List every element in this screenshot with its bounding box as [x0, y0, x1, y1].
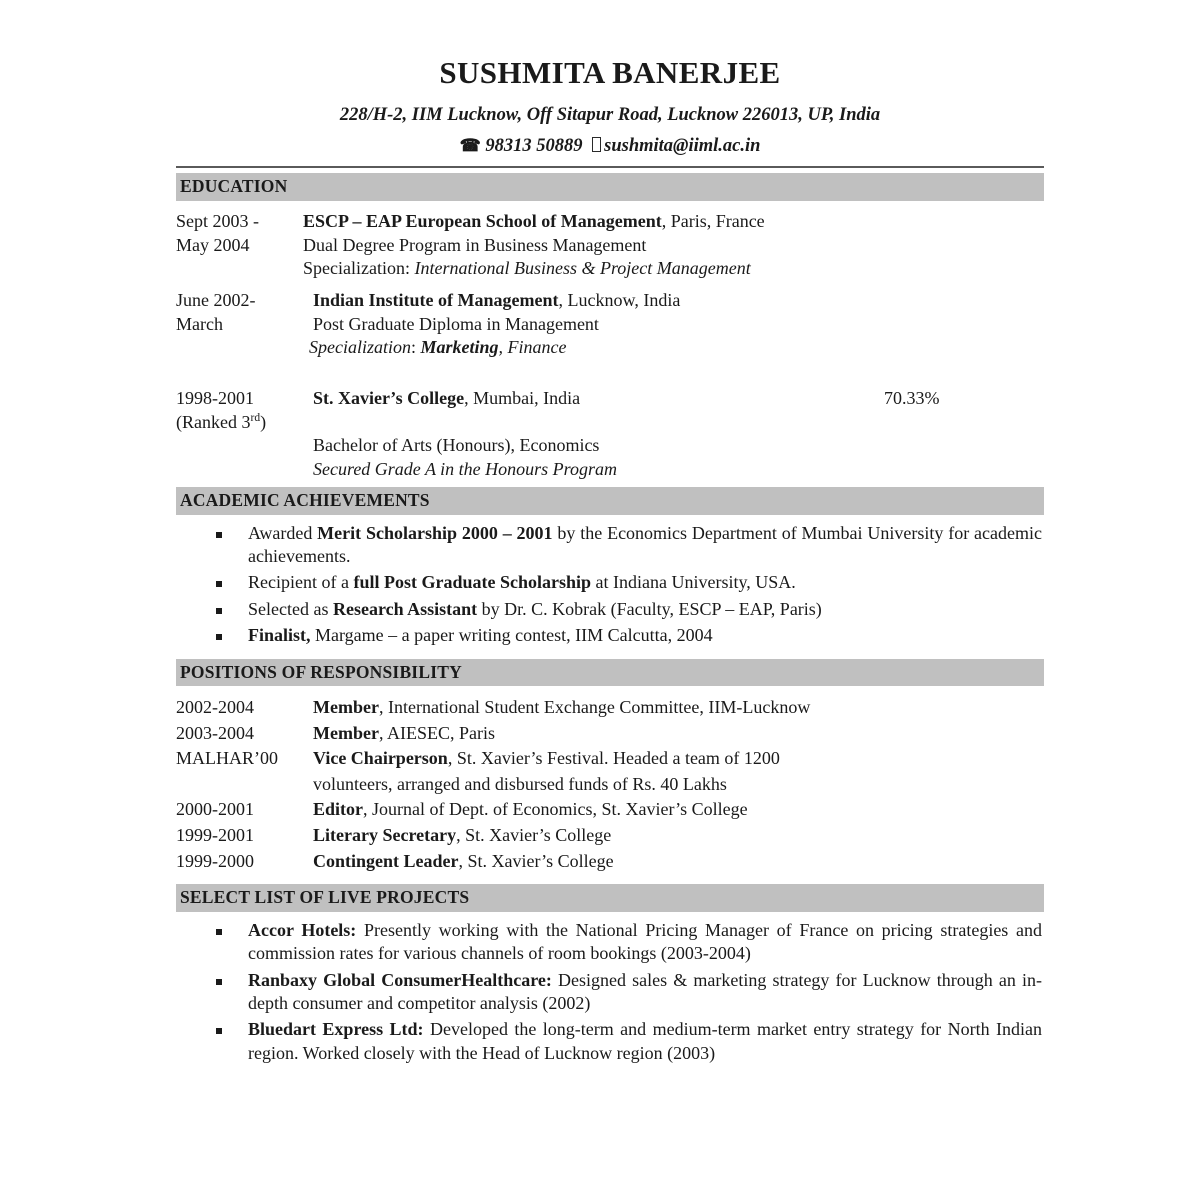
academic-achievements-list: [176, 522, 1044, 648]
projects-list: [176, 919, 1044, 1065]
bullet-square-icon: [216, 1028, 222, 1034]
phone-number: 98313 50889: [485, 136, 583, 157]
education-specialization: Specialization: Marketing, Finance: [309, 337, 567, 358]
education-institution: Indian Institute of Management, Lucknow, India: [313, 290, 681, 311]
list-item: Awarded Merit Scholarship 2000 – 2001 by the Economics Department of Mumbai University for academic achievements.: [176, 522, 1044, 569]
position-row: [176, 695, 1044, 721]
bullet-square-icon: [216, 581, 222, 587]
position-date: 1999-2000: [176, 850, 254, 871]
candidate-address: 228/H-2, IIM Lucknow, Off Sitapur Road, Lucknow 226013, UP, India: [339, 105, 881, 126]
education-institution: ESCP – EAP European School of Management, Paris, France: [303, 211, 765, 232]
education-note: Secured Grade A in the Honours Program: [313, 458, 617, 479]
position-row: [176, 721, 1044, 747]
position-detail: Editor, Journal of Dept. of Economics, St. Xavier’s College: [313, 799, 748, 820]
resume-content: [176, 0, 1044, 1068]
bullet-square-icon: [216, 532, 222, 538]
position-detail: Literary Secretary, St. Xavier’s College: [313, 824, 612, 845]
position-detail: Member, AIESEC, Paris: [313, 722, 495, 743]
education-entry-escp: [176, 210, 1044, 280]
education-date: Sept 2003 - May 2004: [176, 211, 259, 255]
bullet-square-icon: [216, 979, 222, 985]
position-detail-continuation: volunteers, arranged and disbursed funds of Rs. 40 Lakhs: [313, 773, 727, 794]
bullet-square-icon: [216, 634, 222, 640]
bullet-square-icon: [216, 608, 222, 614]
position-row: [176, 823, 1044, 849]
telephone-icon: ☎: [459, 136, 481, 156]
education-degree: Post Graduate Diploma in Management: [313, 313, 599, 334]
header-divider: [176, 166, 1044, 168]
education-degree: Bachelor of Arts (Honours), Economics: [313, 435, 600, 456]
section-header-education: EDUCATION: [176, 173, 1044, 201]
education-institution: St. Xavier’s College, Mumbai, India: [313, 388, 581, 409]
bullet-square-icon: [216, 929, 222, 935]
education-specialization: Specialization: International Business & Project Management: [303, 257, 751, 278]
education-rank: (Ranked 3rd): [176, 411, 267, 432]
education-entry-xaviers: [176, 387, 1044, 481]
position-detail: Member, International Student Exchange Committee, IIM-Lucknow: [313, 697, 811, 718]
position-date: 1999-2001: [176, 824, 254, 845]
education-percentage: 70.33%: [884, 388, 940, 409]
position-date: 2000-2001: [176, 799, 254, 820]
envelope-icon: [592, 137, 601, 152]
section-header-academic-achievements: ACADEMIC ACHIEVEMENTS: [176, 487, 1044, 515]
position-detail: Contingent Leader, St. Xavier’s College: [313, 850, 614, 871]
list-item: Recipient of a full Post Graduate Scholarship at Indiana University, USA.: [176, 571, 1044, 594]
position-date: 2003-2004: [176, 722, 254, 743]
position-row: [176, 797, 1044, 823]
list-item: Finalist, Margame – a paper writing contest, IIM Calcutta, 2004: [176, 624, 1044, 647]
list-item: Ranbaxy Global ConsumerHealthcare: Designed sales & marketing strategy for Lucknow through an in-depth consumer and competitor analysis (2002): [176, 969, 1044, 1016]
section-header-projects: SELECT LIST OF LIVE PROJECTS: [176, 884, 1044, 912]
email-address: sushmita@iiml.ac.in: [604, 136, 761, 157]
list-item: Bluedart Express Ltd: Developed the long-term and medium-term market entry strategy for North Indian region. Worked closely with the Head of Lucknow region (2003): [176, 1018, 1044, 1065]
education-date: 1998-2001: [176, 388, 254, 409]
list-item: Accor Hotels: Presently working with the National Pricing Manager of France on pricing strategies and commission rates for various channels of room bookings (2003-2004): [176, 919, 1044, 966]
education-degree: Dual Degree Program in Business Management: [303, 234, 647, 255]
education-date: June 2002- March: [176, 290, 256, 334]
education-entry-iiml: [176, 289, 1044, 359]
position-date: MALHAR’00: [176, 748, 278, 769]
position-row: [176, 849, 1044, 875]
list-item: Selected as Research Assistant by Dr. C. Kobrak (Faculty, ESCP – EAP, Paris): [176, 598, 1044, 621]
position-date: 2002-2004: [176, 697, 254, 718]
positions-list: [176, 695, 1044, 874]
candidate-contact: [176, 135, 1044, 157]
position-detail: Vice Chairperson, St. Xavier’s Festival. Headed a team of 1200: [313, 748, 780, 769]
section-header-positions: POSITIONS OF RESPONSIBILITY: [176, 659, 1044, 687]
position-row: [176, 746, 1044, 772]
candidate-name: SUSHMITA BANERJEE: [439, 55, 781, 90]
